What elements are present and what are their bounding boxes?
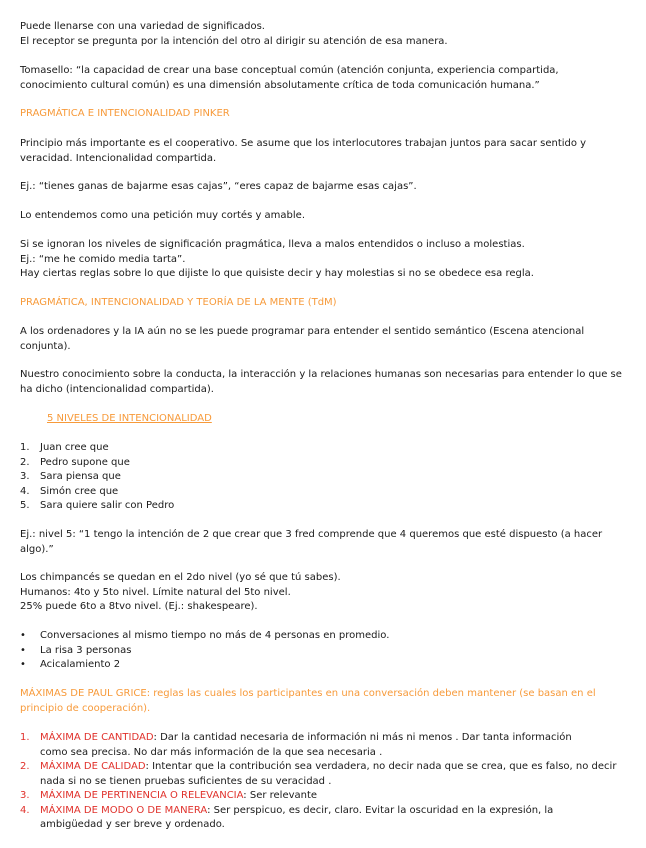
heading-pragmatica-pinker: PRAGMÁTICA E INTENCIONALIDAD PINKER xyxy=(20,108,230,119)
list-number: 1. xyxy=(20,732,30,743)
list-item-text: Sara piensa que xyxy=(40,471,121,482)
bullet-icon: • xyxy=(20,630,26,641)
list-item xyxy=(20,731,626,760)
example-cajas: Ej.: “tienes ganas de bajarme esas cajas”, “eres capaz de bajarme esas cajas”. xyxy=(20,181,417,192)
list-item-text: Simón cree que xyxy=(40,485,119,497)
list-number: 4. xyxy=(20,804,30,816)
list-item-text: Sara quiere salir con Pedro xyxy=(40,500,175,511)
paragraph-line: Los chimpancés se quedan en el 2do nivel (yo sé que tú sabes). xyxy=(20,572,341,583)
example-nivel-5: Ej.: nivel 5: “1 tengo la intención de 2 que crear que 3 fred comprende que 4 queremos que esté dispuesto (a hacer algo).” xyxy=(20,529,603,555)
list-item-text: Conversaciones al mismo tiempo no más de 4 personas en promedio. xyxy=(40,630,390,641)
paragraph-line: Hay ciertas reglas sobre lo que dijiste lo que quisiste decir y hay molestias si no se obedece esa regla. xyxy=(20,268,534,279)
list-number: 3. xyxy=(20,790,30,801)
list-item xyxy=(20,760,626,789)
maxim-text-continued: como sea precisa. No dar más información de la que sea necesaria . xyxy=(40,746,383,758)
list-item xyxy=(20,804,626,833)
list-item xyxy=(20,441,626,456)
paragraph-ordenadores: A los ordenadores y la IA aún no se les puede programar para entender el sentido semántico (Escena atencional conjunta). xyxy=(20,326,585,352)
list-item xyxy=(20,644,626,659)
paragraph-line: Si se ignoran los niveles de significación pragmática, lleva a malos entendidos o incluso a molestias. xyxy=(20,239,525,250)
list-number: 5. xyxy=(20,500,30,511)
list-item xyxy=(20,485,626,500)
heading-teoria-mente: PRAGMÁTICA, INTENCIONALIDAD Y TEORÍA DE LA MENTE (TdM) xyxy=(20,297,337,308)
paragraph-chimpances xyxy=(20,571,626,615)
paragraph-line: 25% puede 6to a 8tvo nivel. (Ej.: shakespeare). xyxy=(20,601,258,612)
maxim-label: MÁXIMA DE MODO O DE MANERA xyxy=(40,804,208,816)
maxim-text-continued: ambigüedad y ser breve y ordenado. xyxy=(40,819,225,830)
bullet-icon: • xyxy=(20,644,26,656)
paragraph-line: Ej.: “me he comido media tarta”. xyxy=(20,253,186,265)
maxim-text: : Intentar que la contribución sea verdadera, no decir nada que se crea, que es falso, no decir xyxy=(145,761,617,772)
niveles-list xyxy=(20,441,626,514)
list-item-text: Acicalamiento 2 xyxy=(40,659,121,670)
list-number: 3. xyxy=(20,471,30,482)
tomasello-quote: Tomasello: “la capacidad de crear una base conceptual común (atención conjunta, experiencia compartida, conocimiento cultural común) es una dimensión absolutamente crítica de toda comunicación humana.” xyxy=(20,65,559,91)
bullet-list xyxy=(20,629,626,673)
intro-line: Puede llenarse con una variedad de significados. xyxy=(20,21,265,32)
list-item xyxy=(20,470,626,485)
maxim-text-continued: nada si no se tienen pruebas suficientes de su veracidad . xyxy=(40,775,332,787)
list-item xyxy=(20,456,626,471)
bullet-icon: • xyxy=(20,659,26,670)
paragraph-line: Humanos: 4to y 5to nivel. Límite natural del 5to nivel. xyxy=(20,586,291,598)
list-item-text: La risa 3 personas xyxy=(40,644,132,656)
paragraph-peticion: Lo entendemos como una petición muy cortés y amable. xyxy=(20,210,306,221)
maximas-list xyxy=(20,731,626,833)
list-item xyxy=(20,499,626,514)
list-number: 1. xyxy=(20,442,30,453)
list-number: 2. xyxy=(20,761,30,772)
list-item-text: Pedro supone que xyxy=(40,456,130,468)
intro-line: El receptor se pregunta por la intención del otro al dirigir su atención de esa manera. xyxy=(20,35,448,47)
maxim-label: MÁXIMA DE CANTIDAD xyxy=(40,732,154,743)
paragraph-niveles-pragmaticos xyxy=(20,238,626,282)
paragraph-conocimiento: Nuestro conocimiento sobre la conducta, la interacción y la relaciones humanas son necesarias para entender lo que se ha dicho (intencionalidad compartida). xyxy=(20,369,622,395)
list-item-text: Juan cree que xyxy=(40,442,109,453)
maxim-text: : Ser perspicuo, es decir, claro. Evitar la oscuridad en la expresión, la xyxy=(207,804,554,816)
intro-paragraph xyxy=(20,20,626,49)
list-number: 2. xyxy=(20,456,30,468)
maxim-text: : Ser relevante xyxy=(243,790,318,801)
maxim-text: : Dar la cantidad necesaria de información ni más ni menos . Dar tanta información xyxy=(153,732,572,743)
list-item xyxy=(20,658,626,673)
paragraph-cooperativo: Principio más importante es el cooperativo. Se asume que los interlocutores trabajan juntos para sacar sentido y veracidad. Intencionalidad compartida. xyxy=(20,138,587,164)
list-item xyxy=(20,789,626,804)
list-number: 4. xyxy=(20,485,30,497)
maxim-label: MÁXIMA DE PERTINENCIA O RELEVANCIA xyxy=(40,790,244,801)
heading-niveles-intencionalidad: 5 NIVELES DE INTENCIONALIDAD xyxy=(47,413,212,424)
heading-maximas-grice: MÁXIMAS DE PAUL GRICE: reglas las cuales los participantes en una conversación deben mantener (se basan en el principio de cooperación). xyxy=(20,688,596,714)
maxim-label: MÁXIMA DE CALIDAD xyxy=(40,761,146,772)
list-item xyxy=(20,629,626,644)
